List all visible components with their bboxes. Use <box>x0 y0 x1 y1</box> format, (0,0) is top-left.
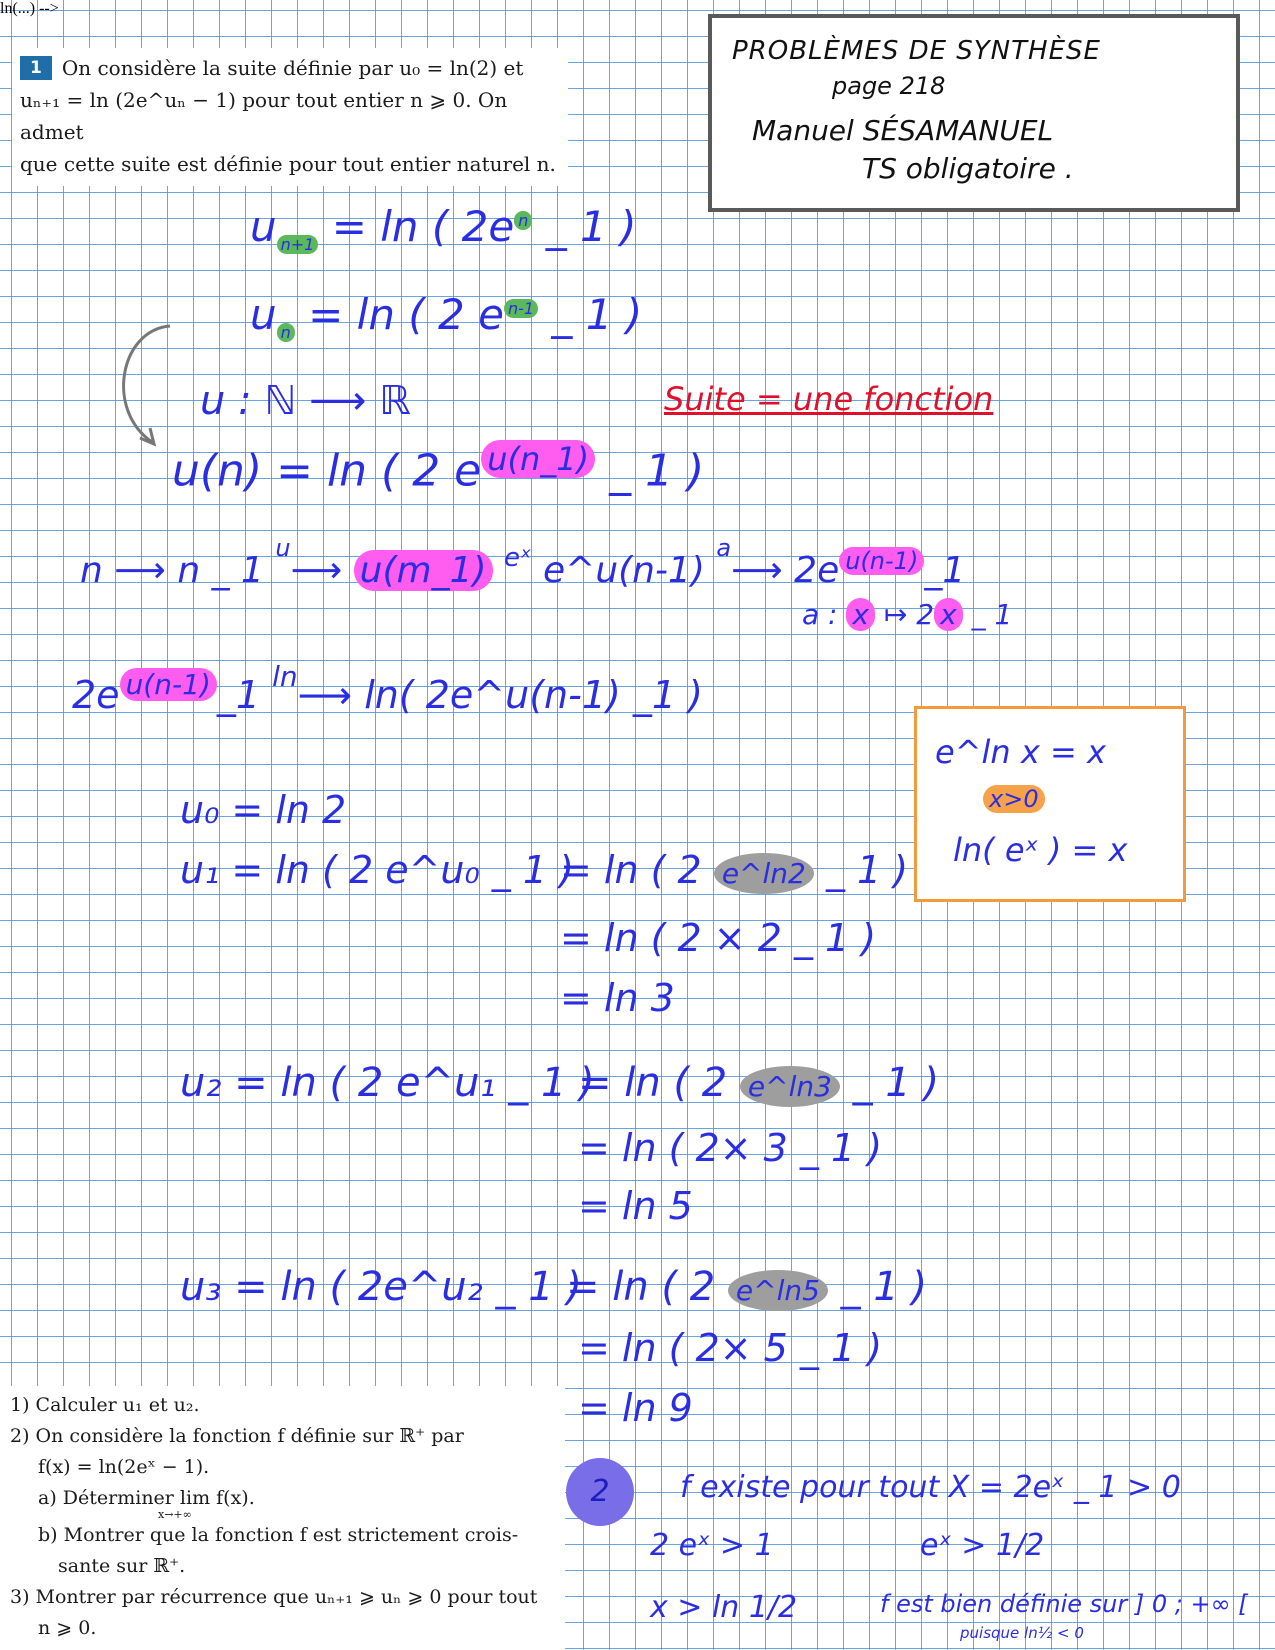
title-line-3: Manuel SÉSAMANUEL <box>752 114 1054 147</box>
note-un-line: u $_n$ = ln ( 2 e $^{n-1}$ _ 1 ) <box>250 290 643 343</box>
note-suite-fonction: Suite = une fonction <box>664 380 994 418</box>
note-ln-chain: 2e $^{u(n-1)}$ _1 $^{ln}$⟶ ln( 2e^u(n-1) _1 ) <box>72 660 704 717</box>
exercise-line-1 <box>20 52 560 84</box>
question-3-line-2: n ⩾ 0. <box>38 1617 97 1639</box>
exercise-text-1: On considère la suite définie par u₀ = ln(2) et <box>61 56 524 80</box>
note-u2-b: = ln ( 2 e^ln3 _ 1 ) <box>578 1060 940 1106</box>
question-2-marker: 2 <box>566 1458 634 1526</box>
note-chain-line: n ⟶ n _ 1 $^u$⟶ u(m_1) $^{eˣ}$ e^u(n-1) $^a$⟶ 2e $^{u(n-1)}$ _1 <box>80 534 966 591</box>
note-un-function: u(n) = ln ( 2 e $^{u(n\_1)}$ _ 1 ) <box>172 440 705 497</box>
question-2b-line-1: b) Montrer que la fonction f est strictement crois- <box>38 1524 519 1546</box>
question-2a-limit-subscript: x→+∞ <box>158 1508 192 1521</box>
green-highlight: n+1 <box>277 235 319 254</box>
note-un1-line: u $_{n+1}$ = ln ( 2e $^n$ _ 1 ) <box>250 202 637 255</box>
note-u1-a: u₁ = ln ( 2 e^u₀ _ 1 ) <box>180 848 574 892</box>
question-2b-line-2: sante sur ℝ⁺. <box>58 1555 186 1577</box>
exercise-number-badge: 1 <box>20 56 52 80</box>
exercise-statement <box>12 48 568 186</box>
note-u3-b: = ln ( 2 e^ln5 _ 1 ) <box>566 1264 928 1310</box>
note-q2-line-3a: x > ln 1/2 <box>650 1590 798 1625</box>
note-u2-d: = ln 5 <box>578 1184 693 1228</box>
note-u1-c: = ln ( 2 × 2 _ 1 ) <box>560 916 877 960</box>
note-u1-b: = ln ( 2 e^ln2 _ 1 ) <box>560 848 909 892</box>
green-highlight: n-1 <box>504 299 538 318</box>
pink-highlight: x <box>846 598 875 631</box>
question-2a: a) Déterminer lim f(x). x→+∞ <box>10 1483 565 1520</box>
question-2: 2) On considère la fonction f définie sur ℝ⁺ par <box>10 1425 464 1447</box>
exercise-text-3: que cette suite est définie pour tout entier naturel n. <box>20 152 556 176</box>
pink-highlight: u(n-1) <box>120 668 217 701</box>
grey-highlight: e^ln3 <box>740 1066 840 1107</box>
grey-highlight: e^ln2 <box>714 853 814 894</box>
note-u0: u₀ = ln 2 <box>180 788 347 832</box>
note-map-line: u : ℕ ⟶ ℝ <box>200 378 411 424</box>
title-box <box>708 14 1240 212</box>
grid-paper-page: 1 On considère la suite définie par u₀ = ln(2) et uₙ₊₁ = ln (2e^uₙ − 1) pour tout entier n ⩾ 0. On admet que cette suite est définie pour tout entier naturel n. PROBLÈMES DE SYNTHÈSE page 218 Manuel SÉSAMANUEL TS obligatoire . u $_{n+1}$ = ln ( 2e $^n$ _ 1 ) u $_n$ = ln ( 2 e $^{n-1}$ _ 1 ) u : ℕ ⟶ ℝ Suite = une fonction u(n) = ln ( 2 e $^{u(n\_1)}$ _ 1 ) n ⟶ n _ 1 $^u$⟶ u(m_1) $^{eˣ}$ e^u(n-1) $^a$⟶ 2e $^{u(n-1)}$ _1 a : x ↦ 2 x _ 1 ln(...) --> 2e $^{u(n-1)}$ _1 $^{ln}$⟶ ln( 2e^u(n-1) _1 ) e^ln x = x x>0 ln( eˣ ) = x u₀ = ln 2 u₁ = ln ( 2 e^u₀ _ 1 ) = ln ( 2 e^ln2 _ 1 ) = ln ( 2 × 2 _ 1 ) = ln 3 u₂ = ln ( 2 e^u₁ _ 1 ) = ln ( 2 e^ln3 _ 1 ) = ln ( 2× 3 _ 1 ) = ln 5 u₃ = ln ( 2e^u₂ _ 1 ) = ln ( 2 e^ln5 _ 1 ) = ln ( 2× 5 _ 1 ) = ln 9 2 f existe pour tout X = 2eˣ _ 1 > 0 2 eˣ > 1 eˣ > 1/2 x > ln 1/2 f est bien définie sur ] 0 ; +∞ [ puisque ln½ < 0 1) Calculer u₁ et u₂. 2) On considère la fonction f définie sur ℝ⁺ par f(x) = ln(2eˣ − 1). a) Déterminer lim f(x). x→+∞ b) Montrer que la fonction f est strictement crois- sante sur ℝ⁺. 3) Montrer par récurrence que uₙ₊₁ ⩾ uₙ ⩾ 0 pour tout n ⩾ 0. <box>0 0 1275 1650</box>
property-line-1: e^ln x = x <box>935 733 1106 771</box>
pink-highlight: u(n_1) <box>481 440 595 478</box>
note-q2-line-3b: f est bien définie sur ] 0 ; +∞ [ <box>880 1590 1248 1618</box>
note-q2-line-2b: eˣ > 1/2 <box>920 1528 1045 1563</box>
note-q2-line-3c: puisque ln½ < 0 <box>960 1624 1084 1642</box>
note-u3-d: = ln 9 <box>578 1386 693 1430</box>
questions-list <box>0 1386 565 1650</box>
title-line-4: TS obligatoire . <box>862 152 1074 185</box>
exercise-text-2: uₙ₊₁ = ln (2e^uₙ − 1) pour tout entier n ⩾ 0. On admet <box>20 88 508 144</box>
note-u2-c: = ln ( 2× 3 _ 1 ) <box>578 1126 883 1170</box>
curved-arrow-icon <box>110 320 190 460</box>
question-1: 1) Calculer u₁ et u₂. <box>10 1394 200 1416</box>
title-line-2: page 218 <box>832 72 946 100</box>
note-q2-line-2a: 2 eˣ > 1 <box>650 1528 774 1563</box>
note-u3-c: = ln ( 2× 5 _ 1 ) <box>578 1326 883 1370</box>
orange-highlight: x>0 <box>983 785 1045 813</box>
title-line-1: PROBLÈMES DE SYNTHÈSE <box>732 36 1101 66</box>
note-a-definition: a : x ↦ 2 x _ 1 <box>802 598 1013 631</box>
grey-highlight: e^ln5 <box>728 1270 828 1311</box>
question-2-formula: f(x) = ln(2eˣ − 1). <box>38 1456 210 1478</box>
pink-highlight: x <box>934 598 963 631</box>
property-line-2: ln( eˣ ) = x <box>953 831 1128 869</box>
pink-highlight: u(m_1) <box>354 550 493 591</box>
question-3-line-1: 3) Montrer par récurrence que uₙ₊₁ ⩾ uₙ ⩾ 0 pour tout <box>10 1586 538 1608</box>
note-u2-a: u₂ = ln ( 2 e^u₁ _ 1 ) <box>180 1060 595 1106</box>
property-box <box>914 706 1186 902</box>
green-highlight: n <box>277 323 295 342</box>
note-u3-a: u₃ = ln ( 2e^u₂ _ 1 ) <box>180 1264 582 1310</box>
green-highlight: n <box>514 211 532 230</box>
note-u1-d: = ln 3 <box>560 976 675 1020</box>
note-q2-line-1: f existe pour tout X = 2eˣ _ 1 > 0 <box>680 1470 1181 1505</box>
pink-highlight: u(n-1) <box>839 547 924 575</box>
